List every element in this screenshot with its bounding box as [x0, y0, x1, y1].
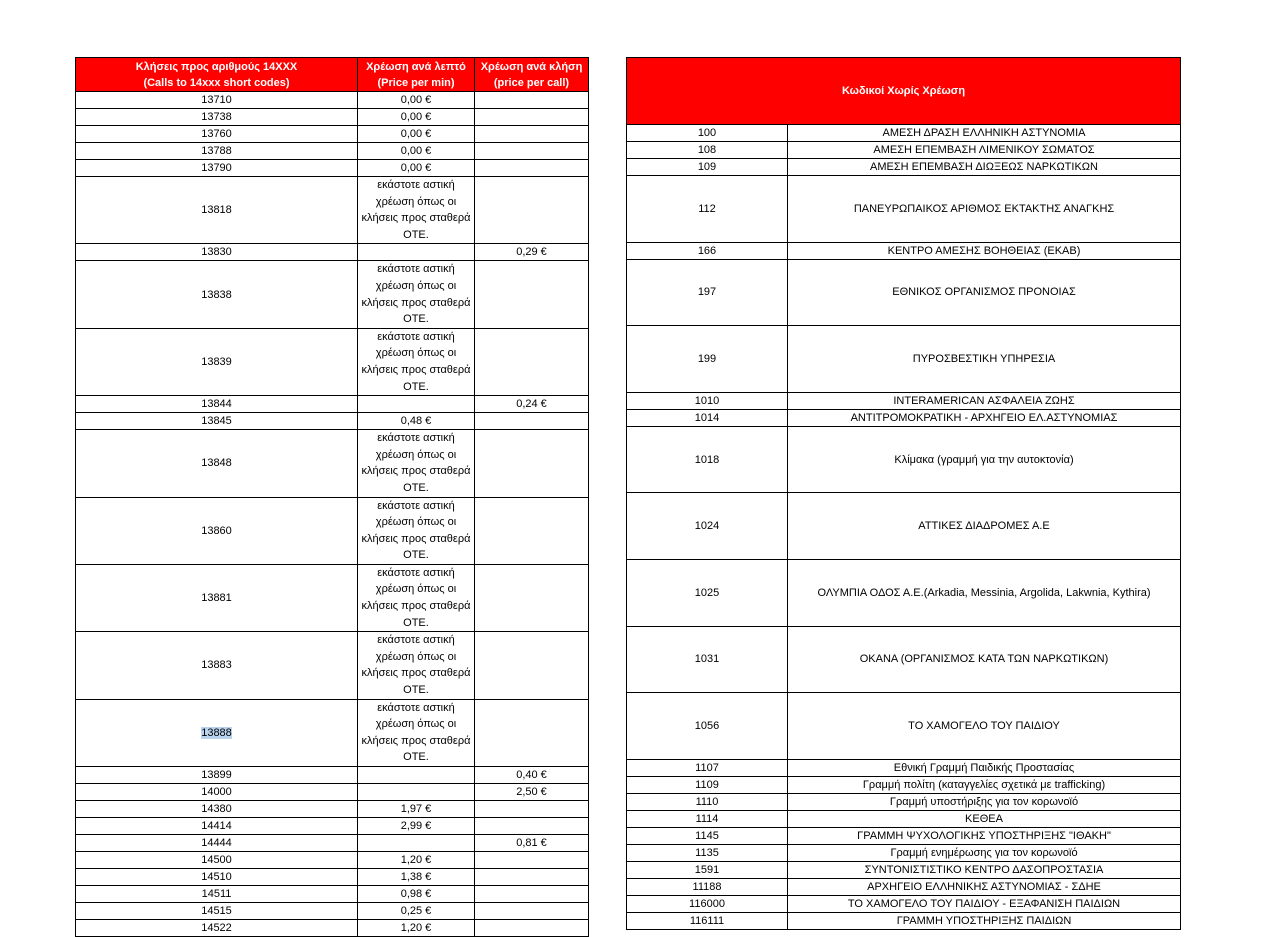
table-row	[627, 810, 1181, 827]
price-per-min-cell	[358, 244, 475, 261]
table-row	[76, 413, 589, 430]
table-row	[76, 699, 589, 766]
service-name-cell: Γραμμή ενημέρωσης για τον κορωνοϊό	[788, 844, 1181, 861]
number-cell: 13788	[76, 143, 358, 160]
code-cell: 116000	[627, 895, 788, 912]
service-name-cell: ΑΤΤΙΚΕΣ ΔΙΑΔΡΟΜΕΣ Α.Ε	[788, 493, 1181, 560]
price-per-call-cell	[475, 126, 589, 143]
table-row	[627, 912, 1181, 929]
service-name-cell: ΟΛΥΜΠΙΑ ΟΔΟΣ Α.Ε.(Arkadia, Messinia, Argolida, Lakwnia, Kythira)	[788, 559, 1181, 626]
header-calls-line2: (Calls to 14xxx short codes)	[143, 76, 290, 89]
table-row	[76, 177, 589, 244]
service-name-cell: Γραμμή πολίτη (καταγγελίες σχετικά με trafficking)	[788, 776, 1181, 793]
number-cell: 14511	[76, 886, 358, 903]
table-row	[627, 827, 1181, 844]
price-per-call-cell	[475, 869, 589, 886]
price-per-call-cell	[475, 564, 589, 631]
price-per-call-cell: 2,50 €	[475, 784, 589, 801]
table-row	[76, 126, 589, 143]
code-cell: 1056	[627, 693, 788, 760]
number-cell: 13738	[76, 109, 358, 126]
table-row	[627, 409, 1181, 426]
code-cell: 100	[627, 125, 788, 142]
table-row	[76, 784, 589, 801]
price-per-call-cell	[475, 143, 589, 160]
header-calls-column	[76, 58, 358, 92]
short-codes-pricing-table	[75, 57, 589, 937]
table-row	[627, 159, 1181, 176]
price-per-call-cell	[475, 920, 589, 937]
table-row	[627, 861, 1181, 878]
price-per-call-cell	[475, 92, 589, 109]
left-table-header-row	[76, 58, 589, 92]
code-cell: 199	[627, 326, 788, 393]
price-per-call-cell	[475, 903, 589, 920]
code-cell: 108	[627, 142, 788, 159]
price-per-call-cell	[475, 160, 589, 177]
service-name-cell: Εθνική Γραμμή Παιδικής Προστασίας	[788, 759, 1181, 776]
price-per-min-cell: 0,00 €	[358, 92, 475, 109]
table-row	[627, 693, 1181, 760]
price-per-min-cell	[358, 767, 475, 784]
header-per-call-line2: (price per call)	[493, 76, 570, 89]
service-name-cell: ΠΑΝΕΥΡΩΠΑΙΚΟΣ ΑΡΙΘΜΟΣ ΕΚΤΑΚΤΗΣ ΑΝΑΓΚΗΣ	[788, 176, 1181, 243]
code-cell: 1010	[627, 392, 788, 409]
table-row	[627, 392, 1181, 409]
price-per-min-cell: εκάστοτε αστική χρέωση όπως οι κλήσεις προς σταθερά ΟΤΕ.	[358, 328, 475, 395]
service-name-cell: ΤΟ ΧΑΜΟΓΕΛΟ ΤΟΥ ΠΑΙΔΙΟΥ - ΕΞΑΦΑΝΙΣΗ ΠΑΙΔΙΩΝ	[788, 895, 1181, 912]
number-cell: 14500	[76, 852, 358, 869]
price-per-min-cell: 0,00 €	[358, 143, 475, 160]
table-row	[76, 143, 589, 160]
right-table-header-row	[627, 58, 1181, 125]
price-per-call-cell	[475, 328, 589, 395]
price-per-call-cell	[475, 699, 589, 766]
price-per-min-cell: 2,99 €	[358, 818, 475, 835]
number-cell: 13844	[76, 396, 358, 413]
price-per-call-cell	[475, 818, 589, 835]
price-per-call-cell	[475, 430, 589, 497]
service-name-cell: ΟΚΑΝΑ (ΟΡΓΑΝΙΣΜΟΣ ΚΑΤΑ ΤΩΝ ΝΑΡΚΩΤΙΚΩΝ)	[788, 626, 1181, 693]
price-per-min-cell: εκάστοτε αστική χρέωση όπως οι κλήσεις προς σταθερά ΟΤΕ.	[358, 177, 475, 244]
price-per-min-cell: εκάστοτε αστική χρέωση όπως οι κλήσεις προς σταθερά ΟΤΕ.	[358, 632, 475, 699]
price-per-min-cell: 0,00 €	[358, 109, 475, 126]
code-cell: 1109	[627, 776, 788, 793]
header-per-min-line1: Χρέωση ανά λεπτό	[366, 60, 466, 73]
table-row	[76, 160, 589, 177]
table-row	[76, 869, 589, 886]
table-row	[76, 244, 589, 261]
table-row	[76, 497, 589, 564]
left-table-body	[76, 92, 589, 937]
table-row	[76, 767, 589, 784]
code-cell: 1135	[627, 844, 788, 861]
service-name-cell: ΓΡΑΜΜΗ ΥΠΟΣΤΗΡΙΞΗΣ ΠΑΙΔΙΩΝ	[788, 912, 1181, 929]
service-name-cell: ΚΕΝΤΡΟ ΑΜΕΣΗΣ ΒΟΗΘΕΙΑΣ (ΕΚΑΒ)	[788, 242, 1181, 259]
table-row	[76, 920, 589, 937]
number-cell: 13790	[76, 160, 358, 177]
code-cell: 1018	[627, 426, 788, 493]
number-cell: 13710	[76, 92, 358, 109]
price-per-min-cell	[358, 835, 475, 852]
table-row	[76, 109, 589, 126]
price-per-call-cell: 0,29 €	[475, 244, 589, 261]
service-name-cell: Γραμμή υποστήριξης για τον κορωνοϊό	[788, 793, 1181, 810]
number-cell: 13883	[76, 632, 358, 699]
price-per-min-cell: εκάστοτε αστική χρέωση όπως οι κλήσεις προς σταθερά ΟΤΕ.	[358, 497, 475, 564]
table-row	[627, 776, 1181, 793]
price-per-call-cell	[475, 632, 589, 699]
price-per-call-cell	[475, 109, 589, 126]
number-cell: 14444	[76, 835, 358, 852]
price-per-call-cell	[475, 261, 589, 328]
number-cell: 13838	[76, 261, 358, 328]
table-row	[76, 801, 589, 818]
table-row	[627, 895, 1181, 912]
header-calls-line1: Κλήσεις προς αριθμούς 14ΧΧΧ	[135, 60, 298, 73]
number-cell: 13860	[76, 497, 358, 564]
service-name-cell: ΑΜΕΣΗ ΔΡΑΣΗ ΕΛΛΗΝΙΚΗ ΑΣΤΥΝΟΜΙΑ	[788, 125, 1181, 142]
header-price-per-min-column	[358, 58, 475, 92]
code-cell: 166	[627, 242, 788, 259]
number-cell: 13818	[76, 177, 358, 244]
service-name-cell: ΑΡΧΗΓΕΙΟ ΕΛΛΗΝΙΚΗΣ ΑΣΤΥΝΟΜΙΑΣ - ΣΔΗΕ	[788, 878, 1181, 895]
code-cell: 1025	[627, 559, 788, 626]
number-cell: 13899	[76, 767, 358, 784]
table-row	[76, 328, 589, 395]
number-cell: 14515	[76, 903, 358, 920]
service-name-cell: Κλίμακα (γραμμή για την αυτοκτονία)	[788, 426, 1181, 493]
number-cell: 13881	[76, 564, 358, 631]
number-cell: 14522	[76, 920, 358, 937]
table-row	[76, 564, 589, 631]
number-cell: 13760	[76, 126, 358, 143]
table-row	[76, 261, 589, 328]
price-per-call-cell	[475, 886, 589, 903]
number-cell: 14380	[76, 801, 358, 818]
selected-number-highlight[interactable]: 13888	[201, 726, 232, 739]
table-row	[76, 92, 589, 109]
code-cell: 1107	[627, 759, 788, 776]
table-row	[627, 125, 1181, 142]
table-row	[627, 242, 1181, 259]
number-cell	[76, 699, 358, 766]
price-per-min-cell: 1,20 €	[358, 920, 475, 937]
table-row	[76, 903, 589, 920]
table-row	[76, 430, 589, 497]
table-row	[627, 493, 1181, 560]
code-cell: 1114	[627, 810, 788, 827]
number-cell: 13848	[76, 430, 358, 497]
service-name-cell: ΤΟ ΧΑΜΟΓΕΛΟ ΤΟΥ ΠΑΙΔΙΟΥ	[788, 693, 1181, 760]
number-cell: 13830	[76, 244, 358, 261]
price-per-min-cell: 0,00 €	[358, 160, 475, 177]
header-free-codes: Κωδικοί Χωρίς Χρέωση	[627, 58, 1181, 125]
number-cell: 14414	[76, 818, 358, 835]
price-per-min-cell	[358, 784, 475, 801]
price-per-min-cell: 1,38 €	[358, 869, 475, 886]
service-name-cell: ΑΜΕΣΗ ΕΠΕΜΒΑΣΗ ΔΙΩΞΕΩΣ ΝΑΡΚΩΤΙΚΩΝ	[788, 159, 1181, 176]
price-per-min-cell: εκάστοτε αστική χρέωση όπως οι κλήσεις προς σταθερά ΟΤΕ.	[358, 430, 475, 497]
service-name-cell: ΠΥΡΟΣΒΕΣΤΙΚΗ ΥΠΗΡΕΣΙΑ	[788, 326, 1181, 393]
number-cell: 14510	[76, 869, 358, 886]
table-row	[627, 793, 1181, 810]
code-cell: 109	[627, 159, 788, 176]
header-per-min-line2: (Price per min)	[377, 76, 455, 89]
number-cell: 13839	[76, 328, 358, 395]
table-row	[76, 818, 589, 835]
price-per-min-cell: 1,97 €	[358, 801, 475, 818]
code-cell: 11188	[627, 878, 788, 895]
header-per-call-line1: Χρέωση ανά κλήση	[480, 60, 583, 73]
code-cell: 1031	[627, 626, 788, 693]
table-row	[627, 878, 1181, 895]
price-per-min-cell: 1,20 €	[358, 852, 475, 869]
price-per-min-cell: 0,48 €	[358, 413, 475, 430]
price-per-min-cell: 0,98 €	[358, 886, 475, 903]
code-cell: 1024	[627, 493, 788, 560]
table-row	[76, 852, 589, 869]
service-name-cell: ΚΕΘΕΑ	[788, 810, 1181, 827]
header-price-per-call-column	[475, 58, 589, 92]
code-cell: 1014	[627, 409, 788, 426]
price-per-call-cell	[475, 801, 589, 818]
table-row	[627, 142, 1181, 159]
table-row	[627, 844, 1181, 861]
table-row	[76, 835, 589, 852]
table-row	[627, 626, 1181, 693]
table-row	[627, 426, 1181, 493]
price-per-min-cell: εκάστοτε αστική χρέωση όπως οι κλήσεις προς σταθερά ΟΤΕ.	[358, 699, 475, 766]
price-per-min-cell: 0,25 €	[358, 903, 475, 920]
service-name-cell: INTERAMERICAN ΑΣΦΑΛΕΙΑ ΖΩΗΣ	[788, 392, 1181, 409]
table-row	[627, 559, 1181, 626]
table-row	[627, 326, 1181, 393]
price-per-min-cell	[358, 396, 475, 413]
price-per-min-cell: 0,00 €	[358, 126, 475, 143]
price-per-min-cell: εκάστοτε αστική χρέωση όπως οι κλήσεις προς σταθερά ΟΤΕ.	[358, 261, 475, 328]
price-per-call-cell	[475, 177, 589, 244]
code-cell: 1110	[627, 793, 788, 810]
price-per-call-cell	[475, 413, 589, 430]
price-per-call-cell	[475, 852, 589, 869]
price-per-call-cell: 0,40 €	[475, 767, 589, 784]
table-row	[627, 176, 1181, 243]
table-row	[76, 396, 589, 413]
table-row	[76, 886, 589, 903]
table-row	[627, 259, 1181, 326]
number-cell: 14000	[76, 784, 358, 801]
table-row	[76, 632, 589, 699]
price-per-min-cell: εκάστοτε αστική χρέωση όπως οι κλήσεις προς σταθερά ΟΤΕ.	[358, 564, 475, 631]
code-cell: 116111	[627, 912, 788, 929]
price-per-call-cell: 0,81 €	[475, 835, 589, 852]
service-name-cell: ΕΘΝΙΚΟΣ ΟΡΓΑΝΙΣΜΟΣ ΠΡΟΝΟΙΑΣ	[788, 259, 1181, 326]
price-per-call-cell: 0,24 €	[475, 396, 589, 413]
code-cell: 197	[627, 259, 788, 326]
code-cell: 112	[627, 176, 788, 243]
number-cell: 13845	[76, 413, 358, 430]
service-name-cell: ΑΜΕΣΗ ΕΠΕΜΒΑΣΗ ΛΙΜΕΝΙΚΟΥ ΣΩΜΑΤΟΣ	[788, 142, 1181, 159]
service-name-cell: ΓΡΑΜΜΗ ΨΥΧΟΛΟΓΙΚΗΣ ΥΠΟΣΤΗΡΙΞΗΣ "ΙΘΑΚΗ"	[788, 827, 1181, 844]
free-codes-table	[626, 57, 1181, 930]
table-row	[627, 759, 1181, 776]
service-name-cell: ΣΥΝΤΟΝΙΣΤΙΣΤΙΚΟ ΚΕΝΤΡΟ ΔΑΣΟΠΡΟΣΤΑΣΙΑ	[788, 861, 1181, 878]
service-name-cell: ΑΝΤΙΤΡΟΜΟΚΡΑΤΙΚΗ - ΑΡΧΗΓΕΙΟ ΕΛ.ΑΣΤΥΝΟΜΙΑΣ	[788, 409, 1181, 426]
right-table-body	[627, 125, 1181, 930]
price-per-call-cell	[475, 497, 589, 564]
code-cell: 1591	[627, 861, 788, 878]
code-cell: 1145	[627, 827, 788, 844]
